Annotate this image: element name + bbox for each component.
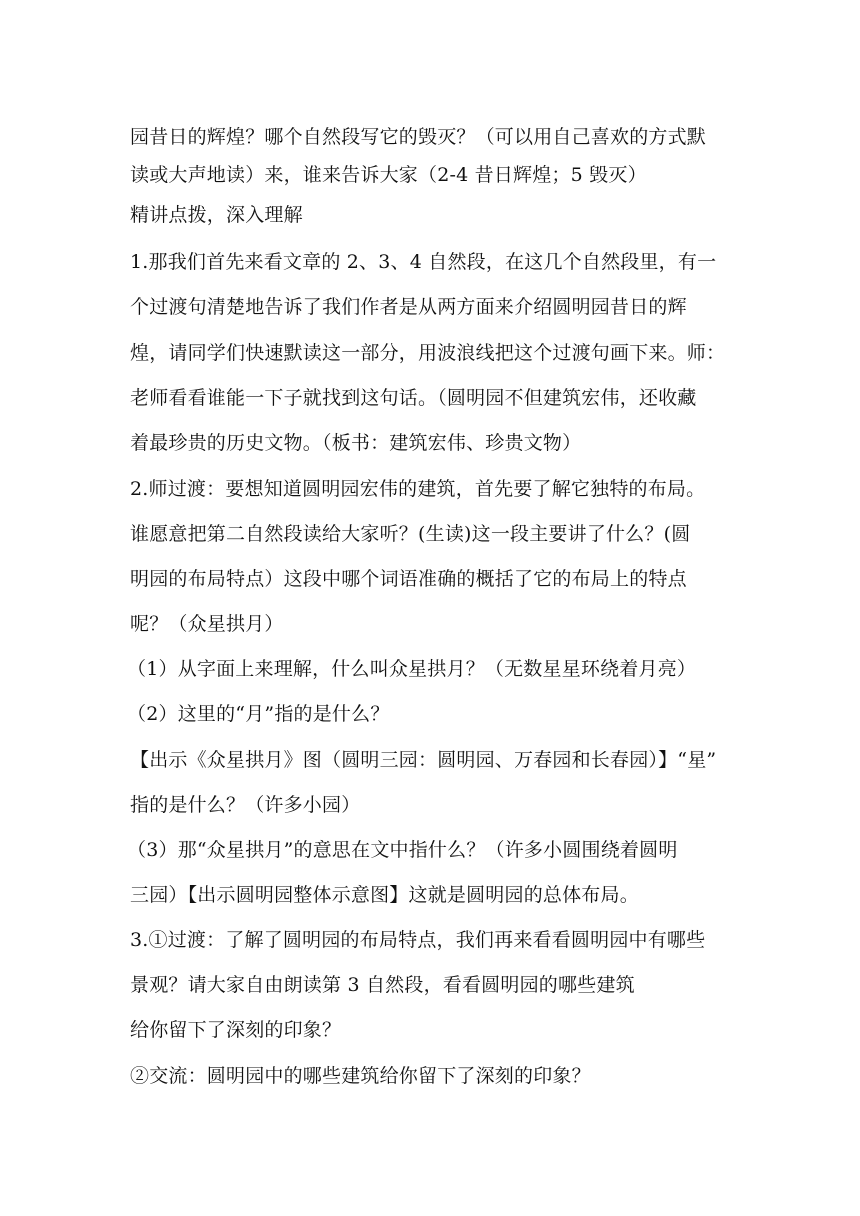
text-line: 给你留下了深刻的印象？: [130, 1019, 342, 1041]
text-line: 个过渡句清楚地告诉了我们作者是从两方面来介绍圆明园昔日的辉: [130, 296, 687, 318]
text-line: ②交流：圆明园中的哪些建筑给你留下了深刻的印象？: [130, 1065, 591, 1087]
text-line: 【出示《众星拱月》图（圆明三园：圆明园、万春园和长春园）】“星”: [130, 749, 717, 771]
text-line: 呢？（众星拱月）: [130, 613, 284, 635]
text-line: 着最珍贵的历史文物。（板书：建筑宏伟、珍贵文物）: [130, 432, 582, 454]
text-line: （3）那“众星拱月”的意思在文中指什么？（许多小圆围绕着圆明: [127, 839, 678, 861]
text-line: 指的是什么？（许多小园）: [130, 794, 361, 816]
text-line: 1.那我们首先来看文章的 2、3、4 自然段，在这几个自然段里，有一: [130, 251, 717, 273]
text-line: 景观？请大家自由朗读第 3 自然段，看看圆明园的哪些建筑: [130, 974, 635, 996]
text-line: 老师看看谁能一下子就找到这句话。（圆明园不但建筑宏伟，还收藏: [130, 387, 697, 409]
text-line: 3.①过渡：了解了圆明园的布局特点，我们再来看看圆明园中有哪些: [130, 929, 706, 951]
text-line: 2.师过渡：要想知道圆明园宏伟的建筑，首先要了解它独特的布局。: [130, 478, 706, 500]
section-heading: 精讲点拨，深入理解: [130, 204, 303, 226]
text-line: （1）从字面上来理解，什么叫众星拱月？（无数星星环绕着月亮）: [127, 658, 697, 680]
text-line: 煌，请同学们快速默读这一部分，用波浪线把这个过渡句画下来。师：: [130, 342, 726, 364]
text-line: （2）这里的“月”指的是什么？: [127, 703, 390, 725]
text-line: 明园的布局特点）这段中哪个词语准确的概括了它的布局上的特点: [130, 568, 687, 590]
text-line: 读或大声地读）来，谁来告诉大家（2-4 昔日辉煌；5 毁灭）: [130, 164, 647, 186]
text-line: 谁愿意把第二自然段读给大家听？(生读)这一段主要讲了什么？(圆: [130, 523, 691, 545]
text-line: 园昔日的辉煌？哪个自然段写它的毁灭？（可以用自己喜欢的方式默: [130, 126, 707, 148]
text-line: 三园）【出示圆明园整体示意图】这就是圆明园的总体布局。: [130, 884, 639, 906]
